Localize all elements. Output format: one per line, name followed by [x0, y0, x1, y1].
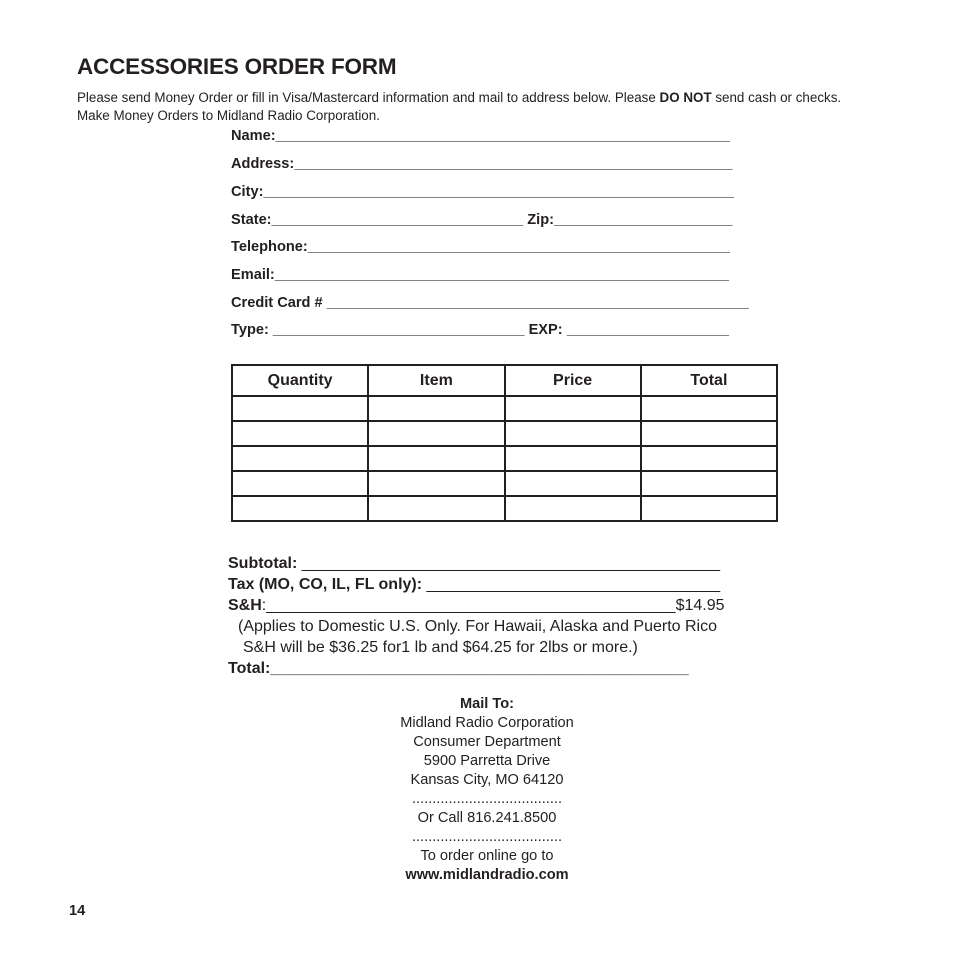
state-line[interactable]: _______________________________	[271, 212, 524, 228]
address-field[interactable]	[231, 156, 733, 172]
table-row	[232, 421, 777, 446]
totals-section	[228, 553, 788, 679]
total-cell[interactable]	[641, 396, 777, 421]
price-cell[interactable]	[505, 446, 641, 471]
quantity-header: Quantity	[232, 365, 368, 396]
mail-company: Midland Radio Corporation	[400, 715, 574, 731]
page-number: 14	[69, 903, 86, 919]
telephone-field[interactable]	[231, 239, 730, 255]
credit-card-label: Credit Card #	[231, 295, 323, 311]
item-cell[interactable]	[368, 421, 504, 446]
tax-line[interactable]: _________________________________	[426, 576, 721, 593]
sh-note-line1: (Applies to Domestic U.S. Only. For Hawaii, Alaska and Puerto Rico	[238, 618, 717, 635]
subtotal-label: Subtotal:	[228, 555, 298, 572]
exp-line[interactable]: ____________________	[566, 322, 730, 338]
call-text: Or Call 816.241.8500	[417, 810, 557, 826]
price-cell[interactable]	[505, 496, 641, 521]
price-cell[interactable]	[505, 396, 641, 421]
intro-text-part1: Please send Money Order or fill in Visa/Mastercard information and mail to address below. Please	[77, 90, 660, 105]
total-cell[interactable]	[641, 421, 777, 446]
total-label: Total:	[228, 660, 271, 677]
email-label: Email:	[231, 267, 275, 283]
total-cell[interactable]	[641, 496, 777, 521]
order-table-header	[232, 365, 777, 396]
table-row	[232, 446, 777, 471]
sh-value: $14.95	[675, 597, 725, 614]
telephone-line[interactable]: ____________________________________________________	[307, 239, 730, 255]
credit-card-line[interactable]: ____________________________________________________	[326, 295, 749, 311]
mail-to-block	[340, 695, 634, 885]
total-line[interactable]: _______________________________________________	[270, 660, 689, 677]
item-cell[interactable]	[368, 446, 504, 471]
intro-text	[77, 89, 927, 125]
subtotal-row[interactable]	[228, 553, 788, 574]
tax-label: Tax (MO, CO, IL, FL only):	[228, 576, 423, 593]
type-label: Type:	[231, 322, 269, 338]
item-header: Item	[368, 365, 504, 396]
tax-row[interactable]	[228, 574, 788, 595]
name-field[interactable]	[231, 128, 730, 144]
type-exp-row	[231, 322, 729, 338]
sh-row: S&H:______________________________________________$14.95	[228, 597, 725, 614]
page-title: ACCESSORIES ORDER FORM	[77, 54, 397, 79]
total-cell[interactable]	[641, 446, 777, 471]
email-field[interactable]	[231, 267, 729, 283]
total-cell[interactable]	[641, 471, 777, 496]
total-header: Total	[641, 365, 777, 396]
intro-text-part2: send cash or checks.	[711, 90, 842, 105]
type-line[interactable]: _______________________________	[272, 322, 525, 338]
item-cell[interactable]	[368, 396, 504, 421]
city-field[interactable]	[231, 184, 734, 200]
name-line[interactable]: ________________________________________________________	[275, 128, 731, 144]
online-text: To order online go to	[420, 848, 554, 864]
dotted-separator: .....................................	[411, 791, 563, 807]
mail-department: Consumer Department	[413, 734, 561, 750]
item-cell[interactable]	[368, 471, 504, 496]
quantity-cell[interactable]	[232, 446, 368, 471]
intro-emphasis: DO NOT	[659, 90, 712, 105]
price-cell[interactable]	[505, 471, 641, 496]
total-row[interactable]	[228, 658, 788, 679]
price-cell[interactable]	[505, 421, 641, 446]
state-zip-row	[231, 212, 733, 228]
website-link[interactable]: www.midlandradio.com	[405, 867, 569, 883]
order-table	[231, 364, 778, 522]
subtotal-line[interactable]: _______________________________________________	[301, 555, 721, 572]
credit-card-field[interactable]	[231, 295, 749, 311]
quantity-cell[interactable]	[232, 421, 368, 446]
address-label: Address:	[231, 156, 295, 172]
city-line[interactable]: __________________________________________________________	[263, 184, 735, 200]
sh-label: S&H	[228, 597, 262, 614]
table-row	[232, 471, 777, 496]
email-line[interactable]: ________________________________________________________	[274, 267, 730, 283]
price-header: Price	[505, 365, 641, 396]
sh-line: ______________________________________________	[266, 597, 676, 614]
telephone-label: Telephone:	[231, 239, 308, 255]
table-row	[232, 396, 777, 421]
state-label: State:	[231, 212, 272, 228]
mail-street: 5900 Parretta Drive	[423, 753, 551, 769]
quantity-cell[interactable]	[232, 396, 368, 421]
table-row	[232, 496, 777, 521]
address-line[interactable]: ______________________________________________________	[294, 156, 733, 172]
dotted-separator: .....................................	[411, 829, 563, 845]
mail-heading: Mail To:	[459, 696, 515, 712]
city-label: City:	[231, 184, 264, 200]
zip-line[interactable]: ______________________	[553, 212, 733, 228]
mail-city: Kansas City, MO 64120	[410, 772, 564, 788]
quantity-cell[interactable]	[232, 496, 368, 521]
exp-label: EXP:	[528, 322, 563, 338]
intro-text-line2: Make Money Orders to Midland Radio Corporation.	[77, 108, 380, 123]
name-label: Name:	[231, 128, 276, 144]
item-cell[interactable]	[368, 496, 504, 521]
zip-label: Zip:	[527, 212, 554, 228]
quantity-cell[interactable]	[232, 471, 368, 496]
sh-note-line2: S&H will be $36.25 for1 lb and $64.25 for 2lbs or more.)	[243, 639, 638, 656]
